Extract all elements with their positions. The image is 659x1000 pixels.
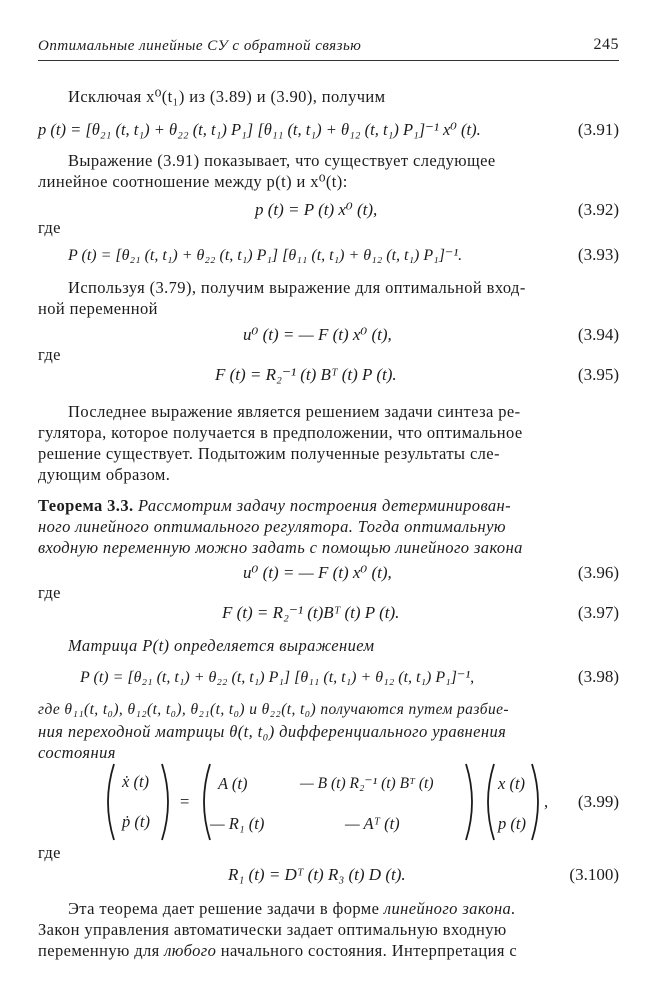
text-line-gde: где xyxy=(38,583,61,602)
text-line: Закон управления автоматически задает оптимальную входную xyxy=(38,920,507,939)
equals-sign: = xyxy=(180,792,190,811)
equation-3-99 xyxy=(100,762,550,842)
left-paren xyxy=(100,762,118,842)
text-span: начального состояния. Интерпретация с xyxy=(216,941,518,960)
matrix-a21: — R₁ (t) xyxy=(210,814,265,833)
left-paren xyxy=(480,762,498,842)
page-number: 245 xyxy=(593,36,619,53)
text-line: решение существует. Подытожим полученные результаты сле- xyxy=(38,444,500,463)
theorem-line: состояния xyxy=(38,743,116,762)
equation-3-91: p (t) = [θ₂₁ (t, t₁) + θ₂₂ (t, t₁) P₁] [θ₁₁ (t, t₁) + θ₁₂ (t, t₁) P₁]⁻¹ x⁰ (t). xyxy=(38,120,481,139)
theorem-line: Матрица P(t) определяется выражением xyxy=(68,636,375,655)
equation-3-95: F (t) = R₂⁻¹ (t) Bᵀ (t) P (t). xyxy=(215,365,397,384)
equation-number: (3.92) xyxy=(577,200,619,219)
equation-number: (3.94) xyxy=(577,325,619,344)
text-span: переменную для xyxy=(38,941,165,960)
equation-number: (3.96) xyxy=(577,563,619,582)
equation-3-92: p (t) = P (t) x⁰ (t), xyxy=(255,200,378,219)
equation-3-93: P (t) = [θ₂₁ (t, t₁) + θ₂₂ (t, t₁) P₁] [θ₁₁ (t, t₁) + θ₁₂ (t, t₁) P₁]⁻¹. xyxy=(68,247,463,264)
right-paren xyxy=(462,762,480,842)
equation-number: (3.99) xyxy=(577,792,619,811)
comma: , xyxy=(544,792,549,811)
text-span: Эта теорема дает решение задачи в форме xyxy=(68,899,384,918)
theorem-line: ного линейного оптимального регулятора. Тогда оптимальную xyxy=(38,517,506,536)
theorem-text: Рассмотрим задачу построения детерминирован- xyxy=(138,496,512,515)
matrix-rhs-bottom: p (t) xyxy=(498,814,526,833)
matrix-a11: A (t) xyxy=(218,774,248,793)
text-line: гулятора, которое получается в предположении, что оптимальное xyxy=(38,423,523,442)
text-line-gde: где xyxy=(38,218,61,237)
equation-3-97: F (t) = R₂⁻¹ (t)Bᵀ (t) P (t). xyxy=(222,603,400,622)
text-line: линейное соотношение между p(t) и x⁰(t): xyxy=(38,172,348,191)
text-line: дующим образом. xyxy=(38,465,171,484)
text-line: Последнее выражение является решением задачи синтеза ре- xyxy=(68,402,521,421)
text-line-gde: где xyxy=(38,843,61,862)
matrix-rhs-top: x (t) xyxy=(498,774,526,793)
equation-3-98: P (t) = [θ₂₁ (t, t₁) + θ₂₂ (t, t₁) P₁] [θ₁₁ (t, t₁) + θ₁₂ (t, t₁) P₁]⁻¹, xyxy=(80,669,475,686)
equation-number: (3.91) xyxy=(577,120,619,139)
equation-3-100: R₁ (t) = Dᵀ (t) R₃ (t) D (t). xyxy=(228,865,406,884)
text-span-italic: любого xyxy=(164,941,217,960)
equation-number: (3.98) xyxy=(577,667,619,686)
running-header xyxy=(38,36,619,61)
matrix-a12: — B (t) R₂⁻¹ (t) Bᵀ (t) xyxy=(300,775,434,792)
equation-number: (3.100) xyxy=(569,865,619,884)
text-line: ной переменной xyxy=(38,299,158,318)
theorem-label: Теорема 3.3. xyxy=(38,496,134,515)
matrix-lhs-bottom: ṗ (t) xyxy=(122,812,150,831)
text-span-italic: линейного закона. xyxy=(383,899,516,918)
equation-number: (3.93) xyxy=(577,245,619,264)
text-line xyxy=(68,899,516,919)
equation-3-94: u⁰ (t) = — F (t) x⁰ (t), xyxy=(243,325,392,344)
theorem-line: ния переходной матрицы θ(t, t₀) дифференциального уравнения xyxy=(38,722,507,741)
text-line-gde: где xyxy=(38,345,61,364)
equation-number: (3.97) xyxy=(577,603,619,622)
matrix-lhs-top: ẋ (t) xyxy=(122,772,150,791)
theorem-line-1 xyxy=(38,496,511,516)
text-line: Выражение (3.91) показывает, что существует следующее xyxy=(68,151,496,170)
theorem-line: входную переменную можно задать с помощью линейного закона xyxy=(38,538,523,557)
matrix-a22: — Aᵀ (t) xyxy=(345,814,400,833)
running-head-title: Оптимальные линейные СУ с обратной связью xyxy=(38,38,362,54)
text-line xyxy=(38,941,517,961)
right-paren xyxy=(158,762,176,842)
theorem-line: где θ₁₁(t, t₀), θ₁₂(t, t₀), θ₂₁(t, t₀) и θ₂₂(t, t₀) получаются путем разбие- xyxy=(38,701,509,718)
equation-3-96: u⁰ (t) = — F (t) x⁰ (t), xyxy=(243,563,392,582)
equation-number: (3.95) xyxy=(577,365,619,384)
text-line: Исключая x⁰(t₁) из (3.89) и (3.90), получим xyxy=(68,87,386,106)
text-line: Используя (3.79), получим выражение для оптимальной вход- xyxy=(68,278,526,297)
